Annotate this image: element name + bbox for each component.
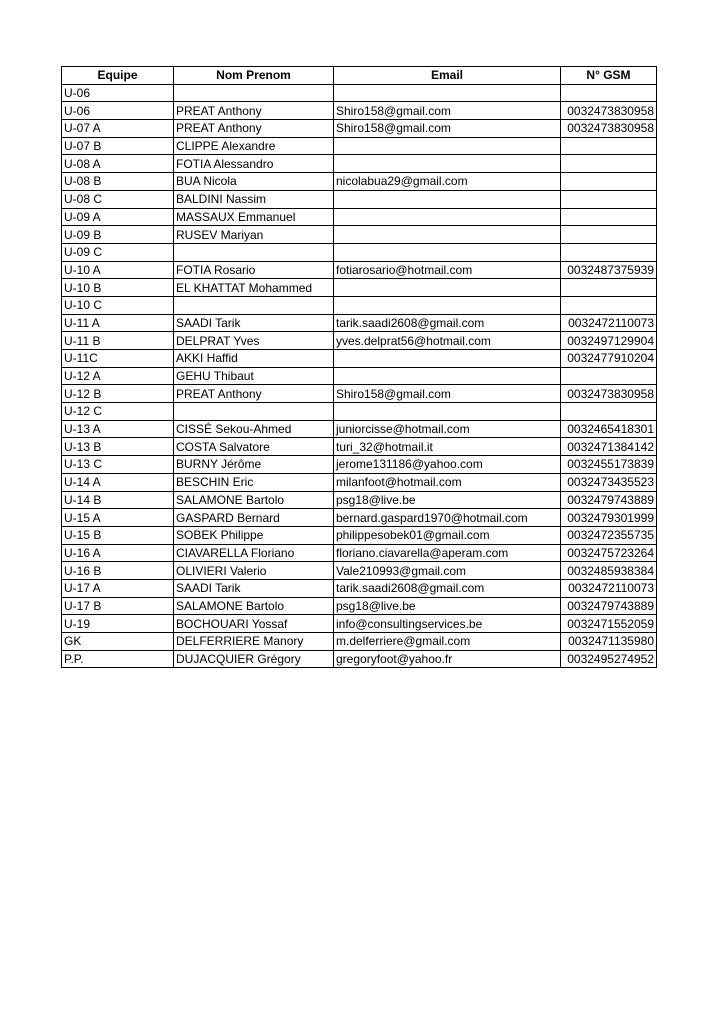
cell-gsm: 0032477910204: [561, 350, 657, 368]
cell-team: U-14 B: [62, 491, 174, 509]
cell-name: [174, 243, 334, 261]
cell-team: P.P.: [62, 650, 174, 668]
cell-name: BURNY Jérôme: [174, 456, 334, 474]
table-row: [62, 350, 657, 368]
cell-team: U-16 B: [62, 562, 174, 580]
cell-email: info@consultingservices.be: [334, 615, 561, 633]
cell-team: U-12 A: [62, 367, 174, 385]
cell-gsm: 0032455173839: [561, 456, 657, 474]
cell-name: BALDINI Nassim: [174, 190, 334, 208]
cell-name: SALAMONE Bartolo: [174, 597, 334, 615]
table-row: [62, 102, 657, 120]
cell-email: [334, 350, 561, 368]
cell-team: U-15 A: [62, 509, 174, 527]
cell-name: DELFERRIERE Manory: [174, 633, 334, 651]
cell-gsm: 0032479743889: [561, 491, 657, 509]
table-row: [62, 314, 657, 332]
cell-team: U-12 B: [62, 385, 174, 403]
cell-email: floriano.ciavarella@aperam.com: [334, 544, 561, 562]
cell-team: U-13 B: [62, 438, 174, 456]
cell-name: CISSÉ Sekou-Ahmed: [174, 420, 334, 438]
table-row: [62, 650, 657, 668]
cell-email: nicolabua29@gmail.com: [334, 173, 561, 191]
cell-email: [334, 137, 561, 155]
cell-name: EL KHATTAT Mohammed: [174, 279, 334, 297]
table-row: [62, 615, 657, 633]
cell-gsm: [561, 403, 657, 421]
cell-gsm: 0032495274952: [561, 650, 657, 668]
table-row: [62, 155, 657, 173]
table-row: [62, 137, 657, 155]
table-row: [62, 403, 657, 421]
cell-name: BESCHIN Eric: [174, 473, 334, 491]
table-row: [62, 261, 657, 279]
cell-email: psg18@live.be: [334, 491, 561, 509]
cell-name: [174, 84, 334, 102]
cell-name: CIAVARELLA Floriano: [174, 544, 334, 562]
cell-team: U-07 A: [62, 120, 174, 138]
cell-gsm: 0032473830958: [561, 120, 657, 138]
table-row: [62, 367, 657, 385]
cell-gsm: [561, 279, 657, 297]
cell-name: GASPARD Bernard: [174, 509, 334, 527]
cell-team: U-17 B: [62, 597, 174, 615]
cell-gsm: 0032479301999: [561, 509, 657, 527]
cell-name: DELPRAT Yves: [174, 332, 334, 350]
cell-email: tarik.saadi2608@gmail.com: [334, 579, 561, 597]
header-team: Equipe: [62, 67, 174, 85]
cell-team: U-13 C: [62, 456, 174, 474]
cell-gsm: 0032473435523: [561, 473, 657, 491]
table-row: [62, 597, 657, 615]
table-row: [62, 190, 657, 208]
cell-gsm: 0032487375939: [561, 261, 657, 279]
cell-email: milanfoot@hotmail.com: [334, 473, 561, 491]
cell-team: U-17 A: [62, 579, 174, 597]
cell-gsm: 0032472355735: [561, 526, 657, 544]
cell-gsm: 0032485938384: [561, 562, 657, 580]
cell-email: m.delferriere@gmail.com: [334, 633, 561, 651]
table-row: [62, 633, 657, 651]
cell-gsm: [561, 208, 657, 226]
cell-email: [334, 84, 561, 102]
cell-name: [174, 296, 334, 314]
cell-gsm: [561, 84, 657, 102]
table-row: [62, 84, 657, 102]
cell-name: SOBEK Philippe: [174, 526, 334, 544]
cell-email: Vale210993@gmail.com: [334, 562, 561, 580]
table-row: [62, 562, 657, 580]
cell-email: Shiro158@gmail.com: [334, 102, 561, 120]
cell-team: U-16 A: [62, 544, 174, 562]
cell-name: FOTIA Alessandro: [174, 155, 334, 173]
table-row: [62, 173, 657, 191]
cell-team: U-12 C: [62, 403, 174, 421]
cell-team: U-08 C: [62, 190, 174, 208]
table-row: [62, 473, 657, 491]
cell-email: juniorcisse@hotmail.com: [334, 420, 561, 438]
cell-name: PREAT Anthony: [174, 120, 334, 138]
cell-team: U-10 A: [62, 261, 174, 279]
cell-team: U-11C: [62, 350, 174, 368]
cell-email: [334, 279, 561, 297]
cell-email: fotiarosario@hotmail.com: [334, 261, 561, 279]
cell-email: Shiro158@gmail.com: [334, 385, 561, 403]
table-row: [62, 438, 657, 456]
cell-name: AKKI Haffid: [174, 350, 334, 368]
cell-name: COSTA Salvatore: [174, 438, 334, 456]
cell-name: PREAT Anthony: [174, 102, 334, 120]
cell-team: U-09 B: [62, 226, 174, 244]
cell-gsm: [561, 296, 657, 314]
table-body: [62, 84, 657, 668]
cell-team: U-13 A: [62, 420, 174, 438]
cell-email: [334, 367, 561, 385]
cell-team: U-10 B: [62, 279, 174, 297]
cell-name: GEHU Thibaut: [174, 367, 334, 385]
cell-gsm: 0032473830958: [561, 102, 657, 120]
header-gsm: N° GSM: [561, 67, 657, 85]
cell-name: BUA Nicola: [174, 173, 334, 191]
cell-email: turi_32@hotmail.it: [334, 438, 561, 456]
table-row: [62, 296, 657, 314]
cell-gsm: [561, 155, 657, 173]
header-email: Email: [334, 67, 561, 85]
table-row: [62, 491, 657, 509]
header-name: Nom Prenom: [174, 67, 334, 85]
cell-name: PREAT Anthony: [174, 385, 334, 403]
cell-name: FOTIA Rosario: [174, 261, 334, 279]
cell-team: U-07 B: [62, 137, 174, 155]
table-row: [62, 509, 657, 527]
table-row: [62, 579, 657, 597]
cell-name: BOCHOUARI Yossaf: [174, 615, 334, 633]
cell-email: Shiro158@gmail.com: [334, 120, 561, 138]
cell-email: [334, 243, 561, 261]
table-row: [62, 420, 657, 438]
cell-gsm: [561, 226, 657, 244]
table-row: [62, 120, 657, 138]
cell-email: [334, 403, 561, 421]
cell-gsm: 0032472110073: [561, 314, 657, 332]
cell-team: U-09 C: [62, 243, 174, 261]
cell-gsm: 0032471135980: [561, 633, 657, 651]
cell-gsm: 0032471552059: [561, 615, 657, 633]
cell-team: U-06: [62, 102, 174, 120]
cell-email: [334, 190, 561, 208]
contact-table: [61, 66, 657, 668]
cell-name: OLIVIERI Valerio: [174, 562, 334, 580]
table-row: [62, 279, 657, 297]
table-row: [62, 526, 657, 544]
cell-email: jerome131186@yahoo.com: [334, 456, 561, 474]
cell-email: bernard.gaspard1970@hotmail.com: [334, 509, 561, 527]
cell-email: philippesobek01@gmail.com: [334, 526, 561, 544]
cell-name: MASSAUX Emmanuel: [174, 208, 334, 226]
cell-gsm: 0032479743889: [561, 597, 657, 615]
cell-team: U-11 A: [62, 314, 174, 332]
cell-name: SAADI Tarik: [174, 579, 334, 597]
table-row: [62, 226, 657, 244]
cell-email: tarik.saadi2608@gmail.com: [334, 314, 561, 332]
cell-team: U-08 B: [62, 173, 174, 191]
cell-team: U-10 C: [62, 296, 174, 314]
cell-gsm: [561, 243, 657, 261]
cell-team: U-19: [62, 615, 174, 633]
cell-gsm: 0032497129904: [561, 332, 657, 350]
table-row: [62, 332, 657, 350]
cell-gsm: 0032471384142: [561, 438, 657, 456]
cell-gsm: 0032475723264: [561, 544, 657, 562]
table-row: [62, 456, 657, 474]
cell-gsm: [561, 137, 657, 155]
cell-team: GK: [62, 633, 174, 651]
cell-team: U-09 A: [62, 208, 174, 226]
cell-name: RUSEV Mariyan: [174, 226, 334, 244]
table-row: [62, 243, 657, 261]
table-row: [62, 208, 657, 226]
cell-email: gregoryfoot@yahoo.fr: [334, 650, 561, 668]
cell-email: yves.delprat56@hotmail.com: [334, 332, 561, 350]
cell-gsm: 0032465418301: [561, 420, 657, 438]
cell-team: U-15 B: [62, 526, 174, 544]
cell-name: SALAMONE Bartolo: [174, 491, 334, 509]
cell-gsm: 0032473830958: [561, 385, 657, 403]
table-row: [62, 544, 657, 562]
table-row: [62, 385, 657, 403]
cell-team: U-11 B: [62, 332, 174, 350]
cell-name: CLIPPE Alexandre: [174, 137, 334, 155]
cell-email: psg18@live.be: [334, 597, 561, 615]
cell-name: DUJACQUIER Grégory: [174, 650, 334, 668]
cell-email: [334, 226, 561, 244]
cell-gsm: [561, 190, 657, 208]
cell-name: [174, 403, 334, 421]
cell-team: U-06: [62, 84, 174, 102]
cell-team: U-14 A: [62, 473, 174, 491]
cell-gsm: 0032472110073: [561, 579, 657, 597]
cell-gsm: [561, 173, 657, 191]
cell-email: [334, 208, 561, 226]
header-row: [62, 67, 657, 85]
cell-gsm: [561, 367, 657, 385]
cell-email: [334, 155, 561, 173]
cell-name: SAADI Tarik: [174, 314, 334, 332]
cell-email: [334, 296, 561, 314]
cell-team: U-08 A: [62, 155, 174, 173]
